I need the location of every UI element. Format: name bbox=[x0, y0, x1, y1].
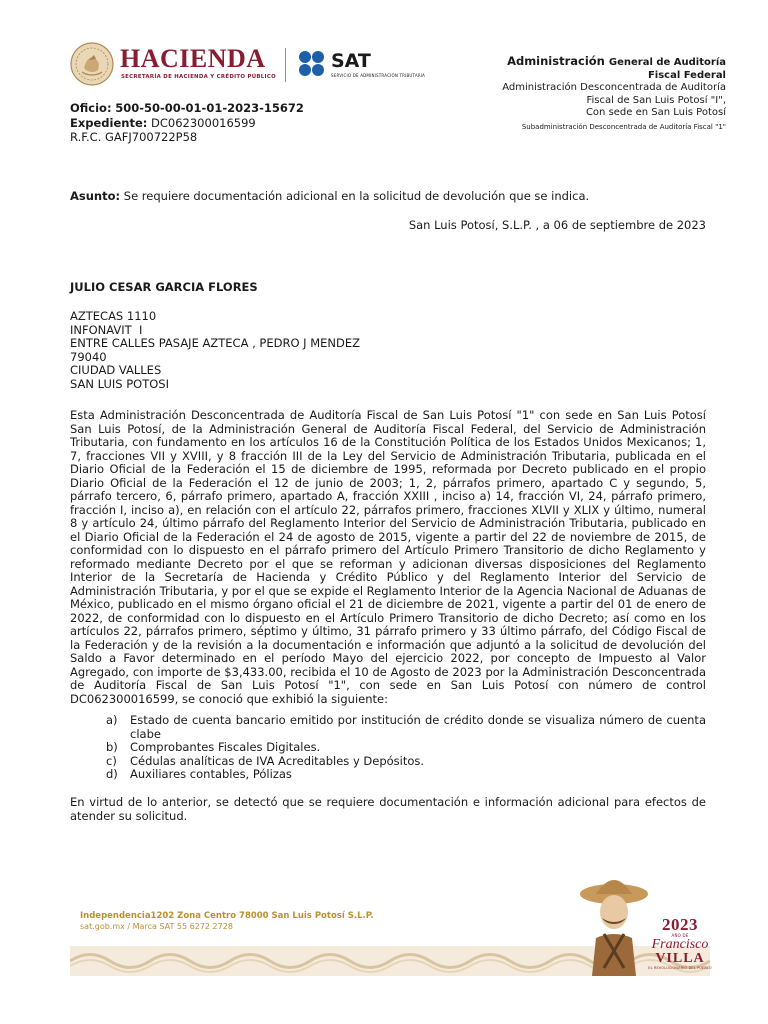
list-item bbox=[106, 714, 706, 741]
subject-text: Se requiere documentación adicional en la solicitud de devolución que se indica. bbox=[123, 189, 590, 203]
villa-year: 2023 bbox=[662, 915, 698, 934]
admin-line-2: Fiscal Federal bbox=[647, 69, 726, 81]
list-item bbox=[106, 741, 706, 755]
list-item bbox=[106, 755, 706, 769]
address-line-5: CIUDAD VALLES bbox=[70, 363, 162, 377]
list-item-text: Cédulas analíticas de IVA Acreditables y Depósitos. bbox=[130, 753, 425, 768]
oficio-number: 500-50-00-01-01-2023-15672 bbox=[115, 101, 304, 115]
document-list bbox=[106, 714, 706, 782]
admin-line-1 bbox=[502, 55, 726, 70]
list-marker: b) bbox=[106, 740, 118, 754]
hacienda-logo bbox=[70, 42, 280, 88]
address-line-3: ENTRE CALLES PASAJE AZTECA , PEDRO J MENDEZ bbox=[70, 336, 360, 350]
subject-label: Asunto: bbox=[70, 189, 121, 203]
addressee-name: JULIO CESAR GARCIA FLORES bbox=[70, 280, 258, 294]
sat-wordmark: SAT bbox=[331, 50, 371, 72]
admin-line-5: Con sede en San Luis Potosí bbox=[585, 107, 726, 118]
list-marker: c) bbox=[106, 753, 117, 768]
list-item-text: Estado de cuenta bancario emitido por institución de crédito donde se visualiza número de cuenta clabe bbox=[130, 713, 706, 741]
list-item bbox=[106, 768, 706, 782]
villa-name: Francisco bbox=[651, 937, 709, 952]
subject-line bbox=[70, 190, 589, 204]
villa-2023-logo bbox=[646, 916, 714, 974]
admin-line-3: Administración Desconcentrada de Auditoría bbox=[502, 82, 726, 93]
logo-divider bbox=[285, 48, 286, 82]
admin-line-1a: Administración bbox=[507, 54, 605, 68]
expediente-number: DC062300016599 bbox=[151, 115, 256, 130]
address-line-1: AZTECAS 1110 bbox=[70, 309, 157, 323]
hacienda-wordmark: HACIENDA bbox=[120, 44, 266, 73]
list-item-text: Comprobantes Fiscales Digitales. bbox=[130, 740, 321, 754]
address-line-6: SAN LUIS POTOSI bbox=[70, 376, 169, 391]
body-paragraph: Esta Administración Desconcentrada de Auditoría Fiscal de San Luis Potosí "1" con sede en San Luis Potosí San Luis Potosí, de la Administración General de Auditoría Fiscal Federal, del Servicio de Administración Tributaria, con fundamento en los artículos 16 de la Constitución Política de los Estados Unidos Mexicanos; 1, 7, fracciones VII y XVIII, y 8 fracción III de la Ley del Servicio de Administración Tributaria, publicada en el Diario Oficial de la Federación el 15 de diciembre de 1995, reformada por Decreto publicado en el propio Diario Oficial de la Federación el 12 de junio de 2003; 1, 2, párrafos primero, apartado C y segundo, 5, párrafo tercero, 6, párrafo primero, apartado A, fracción XXIII , inciso a) 14, fracción VI, 24, párrafo primero, fracción I, inciso a), en relación con el artículo 22, párrafos primero, fracciones XLVII y XLIX y último, numeral 8 y artículo 24, último párrafo del Reglamento Interior del Servicio de Administración Tributaria, publicado en el Diario Oficial de la Federación el 24 de agosto de 2015, vigente a partir del 22 de noviembre de 2015, de conformidad con lo dispuesto en el párrafo primero del Artículo Primero Transitorio de dicho Reglamento y reformado mediante Decreto por el que se reforman y adicionan diversas disposiciones del Reglamento Interior de la Secretaría de Hacienda y Crédito Público y del Reglamento Interior del Servicio de Administración Tributaria, y por el que se expide el Reglamento Interior de la Agencia Nacional de Aduanas de México, publicado en el mismo órgano oficial el 21 de diciembre de 2021, vigente a partir del 01 de enero de 2022, de conformidad con lo dispuesto en el Artículo Primero Transitorio de dicho Decreto; así como en los artículos 22, párrafos primero, séptimo y último, 31 párrafo primero y 33 último párrafo, del Código Fiscal de la Federación y de la revisión a la documentación e información que adjuntó a la solicitud de devolución del Saldo a Favor determinado en el período Mayo del ejercicio 2022, por concepto de Impuesto al Valor Agregado, con importe de $3,433.00, recibida el 10 de Agosto de 2023 por la Administración Desconcentrada de Auditoría Fiscal de San Luis Potosí "1", con sede en San Luis Potosí con número de control DC062300016599, se conoció que exhibió la siguiente: bbox=[70, 408, 706, 706]
address-line-2: INFONAVIT I bbox=[70, 322, 143, 337]
expediente-label: Expediente: bbox=[70, 115, 148, 130]
reference-block bbox=[70, 101, 304, 145]
footer-address: Independencia1202 Zona Centro 78000 San Luis Potosí S.L.P. bbox=[80, 911, 374, 921]
administration-header bbox=[502, 55, 726, 133]
francisco-villa-portrait-icon bbox=[578, 872, 650, 976]
villa-anio-label: AÑO DE bbox=[671, 933, 689, 938]
addressee-address bbox=[70, 310, 360, 391]
hacienda-subtitle: SECRETARÍA DE HACIENDA Y CRÉDITO PÚBLICO bbox=[121, 74, 276, 80]
villa-tagline: EL REVOLUCIONARIO DEL PUEBLO bbox=[648, 966, 712, 970]
list-item-text: Auxiliares contables, Pólizas bbox=[130, 767, 292, 781]
oficio-label: Oficio: bbox=[70, 101, 112, 115]
oficio-line bbox=[70, 101, 304, 116]
footer-website: sat.gob.mx / Marca SAT 55 6272 2728 bbox=[80, 922, 233, 931]
date-line: San Luis Potosí, S.L.P. , a 06 de septiembre de 2023 bbox=[408, 218, 706, 232]
admin-line-6: Subadministración Desconcentrada de Auditoría Fiscal "1" bbox=[521, 122, 726, 131]
list-marker: d) bbox=[106, 767, 118, 781]
rfc-line: R.F.C. GAFJ700722P58 bbox=[70, 130, 198, 144]
villa-surname: VILLA bbox=[655, 951, 705, 966]
sat-subtitle: SERVICIO DE ADMINISTRACIÓN TRIBUTARIA bbox=[331, 73, 426, 78]
national-seal-icon bbox=[70, 42, 114, 86]
sat-dots-icon bbox=[298, 50, 328, 80]
list-marker: a) bbox=[106, 713, 118, 727]
admin-line-1b: General de Auditoría bbox=[608, 57, 726, 68]
address-line-4: 79040 bbox=[70, 349, 107, 364]
expediente-line bbox=[70, 116, 304, 131]
closing-paragraph: En virtud de lo anterior, se detectó que se requiere documentación e información adicional para efectos de atender su solicitud. bbox=[70, 795, 706, 823]
admin-line-4: Fiscal de San Luis Potosí "I", bbox=[586, 94, 726, 106]
sat-logo bbox=[298, 48, 438, 84]
